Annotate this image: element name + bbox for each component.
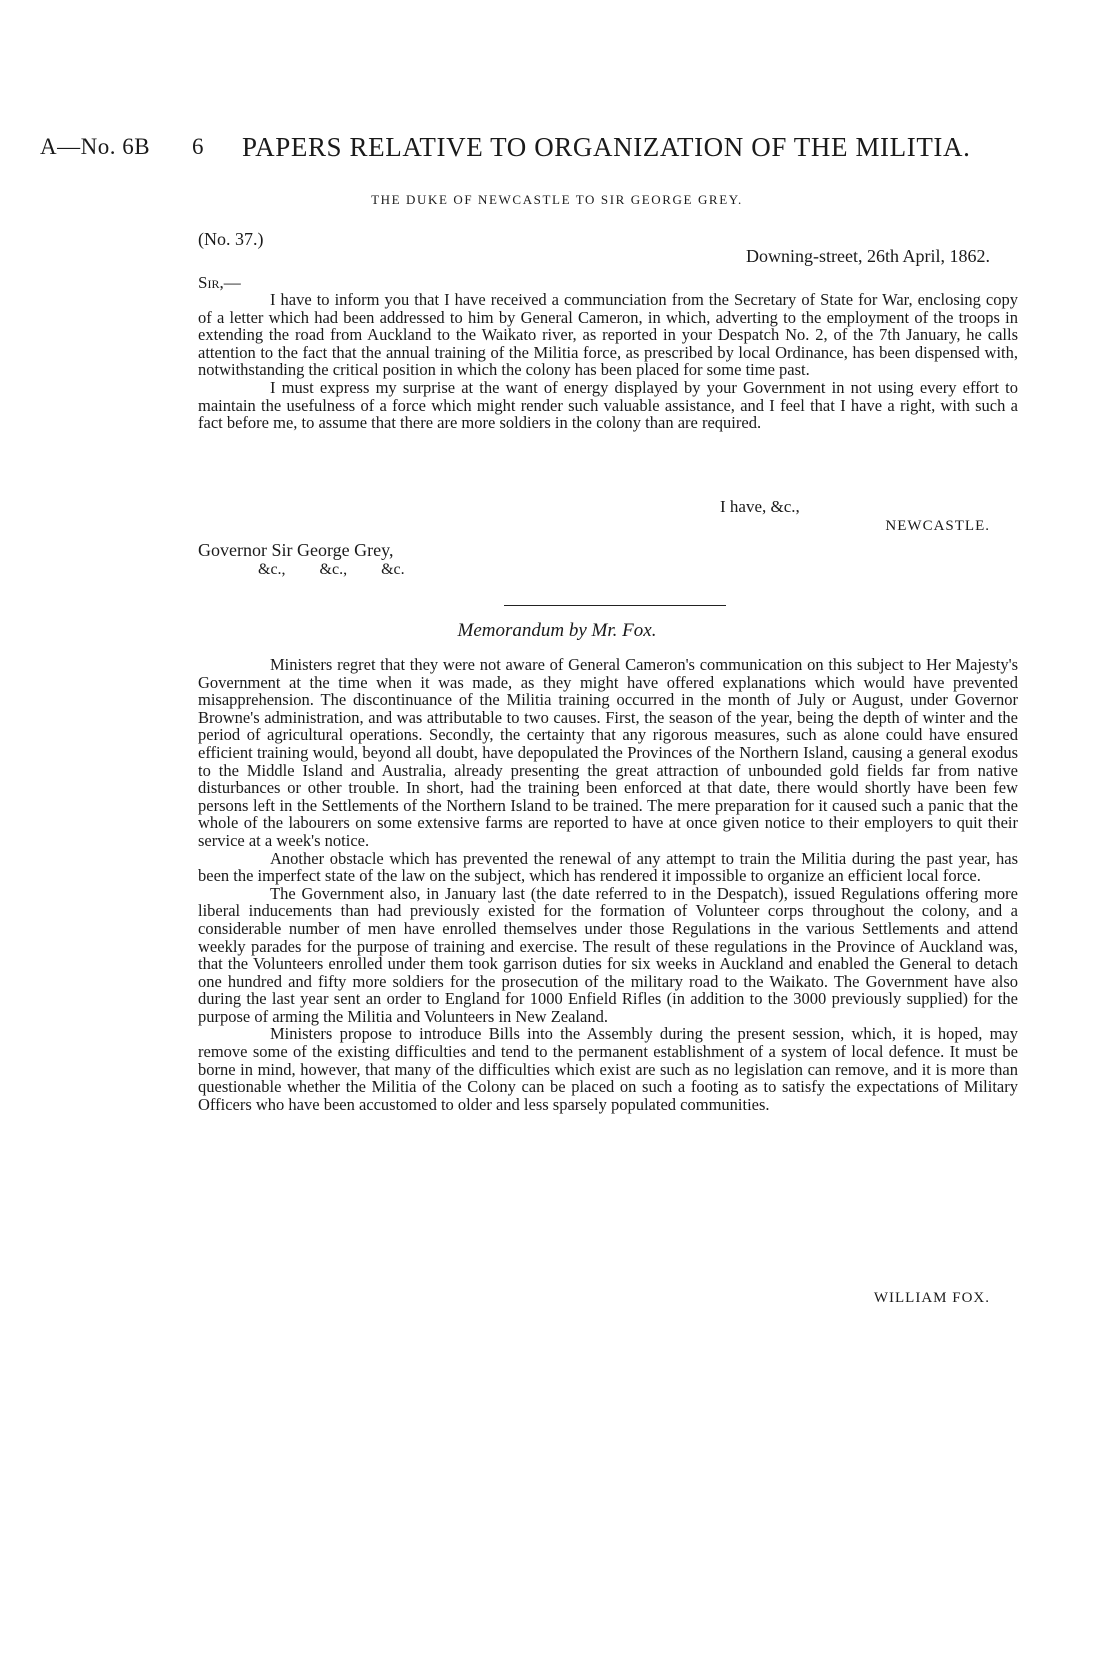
letter-heading: THE DUKE OF NEWCASTLE TO SIR GEORGE GREY. [371, 192, 743, 207]
memorandum-title: Memorandum by Mr. Fox. [457, 620, 657, 641]
page-number: 6 [192, 134, 204, 159]
letter-closing: I have, &c., [720, 497, 800, 516]
letter-paragraph: I have to inform you that I have received a communciation from the Secretary of State for War, enclosing copy of a letter which had been addressed to him by General Cameron, in which, adverting to the employment of the troops in extending the road from Auckland to the Waikato river, as reported in your Despatch No. 2, of the 7th January, he calls attention to the fact that the annual training of the Militia force, as prescribed by local Ordinance, has been dispensed with, notwithstanding the critical position in which the colony has been placed for some time past. [198, 290, 1018, 380]
letter-signature: NEWCASTLE. [885, 518, 990, 534]
letter-number: (No. 37.) [198, 229, 264, 249]
section-divider [504, 605, 726, 606]
letter-paragraph: I must express my surprise at the want of energy displayed by your Government in not using every effort to maintain the usefulness of a force which might render such valuable assistance, and I feel that I have a right, with such a fact before me, to assume that there are more soldiers in the colony than are required. [198, 377, 1018, 433]
addressee-etc: &c., &c., &c. [258, 561, 405, 578]
memorandum-paragraph: The Government also, in January last (the date referred to in the Despatch), issued Regulations offering more liberal inducements than had previously existed for the formation of Volunteer corps throughout the colony, and a considerable number of men have enrolled themselves under those Regulations in the various Settlements and attend weekly parades for the purpose of training and exercise. The result of these regulations in the Province of Auckland was, that the Volunteers enrolled under them took garrison duties for six weeks in Auckland and enabled the General to detach one hundred and fifty more soldiers for the prosecution of the military road to the Waikato. The Government have also during the last year sent an order to England for 1000 Enfield Rifles (in addition to the 3000 previously supplied) for the purpose of arming the Militia and Volunteers in New Zealand. [198, 883, 1018, 1026]
memorandum-body [198, 656, 1018, 1113]
memorandum-paragraph: Ministers regret that they were not aware of General Cameron's communication on this subject to Her Majesty's Government at the time when it was made, as they might have offered explanations which would have prevented misapprehension. The discontinuance of the Militia training occurred in the month of July or August, under Governor Browne's administration, and was attributable to two causes. First, the season of the year, being the depth of winter and the period of agricultural operations. Secondly, the certainty that any rigorous measures, such as alone could have ensured efficient training would, beyond all doubt, have depopulated the Provinces of the Northern Island, causing a general exodus to the Middle Island and Australia, already presenting the great attraction of unbounded gold fields far from native disturbances or other trouble. In short, had the training been enforced at that date, there would shortly have been few persons left in the Settlements of the Northern Island to be trained. The mere preparation for it caused such a panic that the whole of the labourers on some extensive farms are reported to have at once given notice to their employers to quit their service at a week's notice. [198, 655, 1018, 850]
letter-dateline: Downing-street, 26th April, 1862. [746, 246, 990, 266]
document-reference: A—No. 6B [40, 134, 151, 159]
letter-body [198, 291, 1018, 432]
page-title: PAPERS RELATIVE TO ORGANIZATION OF THE MILITIA. [242, 132, 971, 162]
salutation: Sir,— [198, 273, 241, 292]
memorandum-paragraph: Another obstacle which has prevented the renewal of any attempt to train the Militia during the past year, has been the imperfect state of the law on the subject, which has rendered it impossible to organize an efficient local force. [198, 848, 1018, 886]
memorandum-signature: WILLIAM FOX. [873, 1290, 990, 1306]
memorandum-paragraph: Ministers propose to introduce Bills into the Assembly during the present session, which, it is hoped, may remove some of the existing difficulties and tend to the permanent establishment of a system of local defence. It must be borne in mind, however, that many of the difficulties which exist are such as no legislation can remove, and it is more than questionable whether the Militia of the Colony can be placed on such a footing as to satisfy the expectations of Military Officers who have been accustomed to older and less sparsely populated communities. [198, 1024, 1018, 1114]
addressee: Governor Sir George Grey, [198, 540, 394, 560]
page-header [40, 132, 1040, 168]
